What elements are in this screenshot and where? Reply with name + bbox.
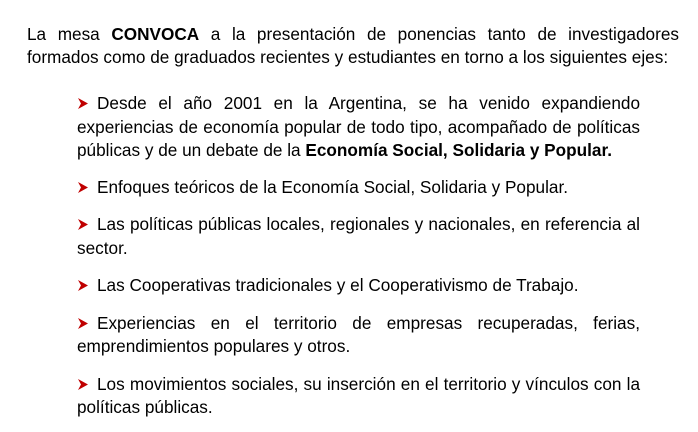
list-item-text: Las Cooperativas tradicionales y el Cooperativismo de Trabajo.: [97, 275, 579, 295]
list-item-text: Las políticas públicas locales, regionales y nacionales, en referencia al sector.: [77, 214, 640, 258]
intro-text-post: a la presentación de ponencias tanto de investigadores formados como de graduados recientes y estudiantes en torno a los siguientes ejes:: [27, 24, 679, 68]
arrow-right-icon: [77, 181, 89, 194]
intro-convoca-word: CONVOCA: [111, 24, 200, 45]
list-item-text: Enfoques teóricos de la Economía Social, Solidaria y Popular.: [97, 176, 569, 197]
arrow-right-icon: [77, 378, 89, 391]
list-item: [77, 176, 640, 200]
intro-paragraph: [27, 23, 679, 69]
list-item-bold-text: Economía Social, Solidaria y Popular.: [305, 140, 612, 160]
list-item: [77, 373, 640, 420]
arrow-right-icon: [77, 317, 89, 330]
list-item: [77, 274, 640, 298]
list-item: [77, 92, 640, 163]
list-item-text: Desde el año 2001 en la Argentina, se ha venido expandiendo experiencias de economía popular de todo tipo, acompañado de políticas públicas y de un debate de la: [77, 93, 640, 160]
list-item: [77, 213, 640, 260]
list-item-text: Experiencias en el territorio de empresas recuperadas, ferias, emprendimientos populares y otros.: [77, 312, 640, 356]
axes-list: [77, 92, 640, 420]
arrow-right-icon: [77, 279, 89, 292]
list-item: [77, 312, 640, 359]
list-item-text: Los movimientos sociales, su inserción en el territorio y vínculos con la políticas públicas.: [77, 373, 640, 417]
intro-text-pre: La mesa: [27, 24, 112, 45]
arrow-right-icon: [77, 97, 89, 110]
arrow-right-icon: [77, 218, 89, 231]
